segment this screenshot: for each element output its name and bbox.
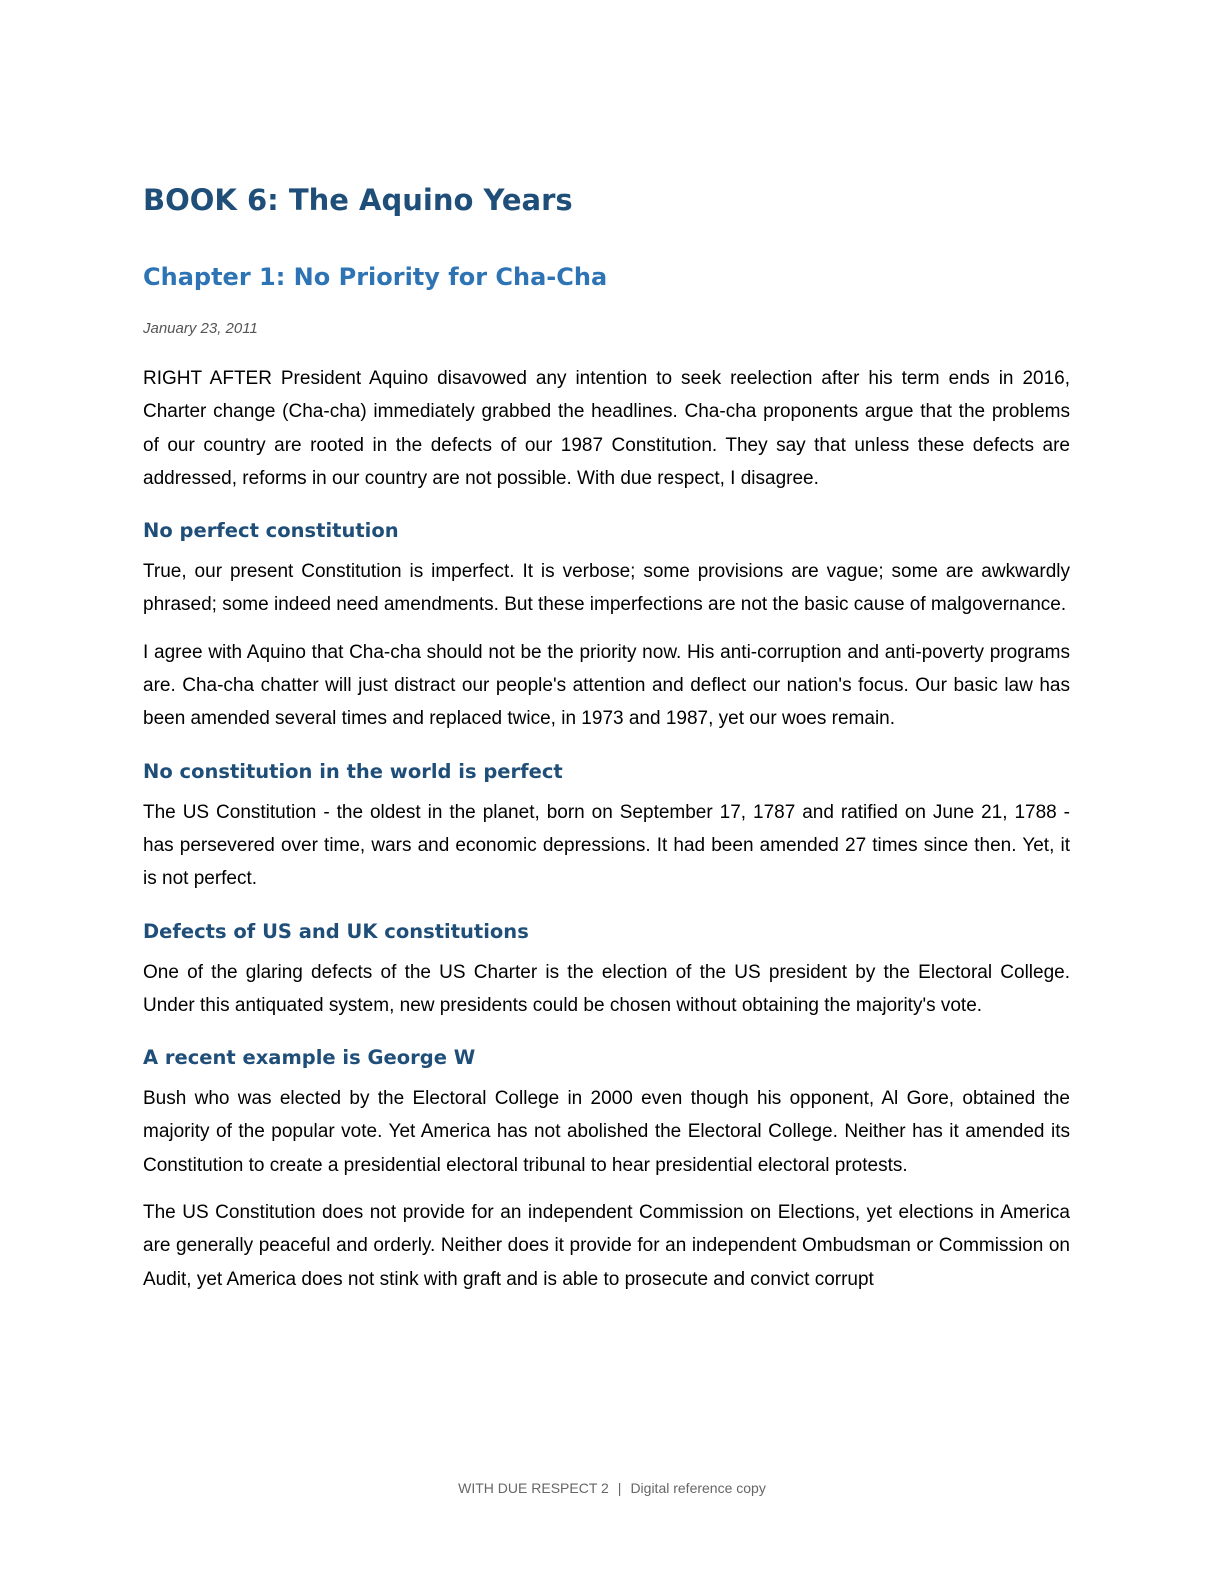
- section-heading-no-perfect-constitution: No perfect constitution: [143, 519, 399, 543]
- body-paragraph: One of the glaring defects of the US Charter is the election of the US president by the Electoral College. Under this antiquated system, new presidents could be chosen without obtaining the majority's vote.: [143, 961, 1070, 1016]
- footer-copy-note: Digital reference copy: [630, 1480, 766, 1496]
- body-paragraph: I agree with Aquino that Cha-cha should not be the priority now. His anti-corruption and anti-poverty programs are. Cha-cha chatter will just distract our people's attention and deflect our nation's focus. Our basic law has been amended several times and replaced twice, in 1973 and 1987, yet our woes remain.: [143, 641, 1070, 730]
- page-footer: [0, 1478, 1224, 1498]
- body-paragraph: The US Constitution does not provide for an independent Commission on Elections, yet elections in America are generally peaceful and orderly. Neither does it provide for an independent Ombudsman or Commission on Audit, yet America does not stink with graft and is able to prosecute and convict corrupt: [143, 1202, 1070, 1290]
- body-paragraph: Bush who was elected by the Electoral College in 2000 even though his opponent, Al Gore, obtained the majority of the popular vote. Yet America has not abolished the Electoral College. Neither has it amended its Constitution to create a presidential electoral tribunal to hear presidential electoral protests.: [143, 1088, 1070, 1176]
- chapter-title: Chapter 1: No Priority for Cha-Cha: [143, 263, 608, 291]
- section-heading-no-constitution-perfect: No constitution in the world is perfect: [143, 759, 563, 783]
- footer-book-title: WITH DUE RESPECT 2: [458, 1480, 609, 1496]
- book-title: BOOK 6: The Aquino Years: [143, 183, 573, 217]
- section-heading-recent-example: A recent example is George W: [143, 1046, 476, 1070]
- intro-paragraph: RIGHT AFTER President Aquino disavowed any intention to seek reelection after his term ends in 2016, Charter change (Cha-cha) immediately grabbed the headlines. Cha-cha proponents argue that the problems of our country are rooted in the defects of our 1987 Constitution. They say that unless these defects are addressed, reforms in our country are not possible. With due respect, I disagree.: [143, 368, 1070, 489]
- body-paragraph: True, our present Constitution is imperfect. It is verbose; some provisions are vague; some are awkwardly phrased; some indeed need amendments. But these imperfections are not the basic cause of malgovernance.: [143, 561, 1070, 616]
- body-paragraph: The US Constitution - the oldest in the planet, born on September 17, 1787 and ratified on June 21, 1788 - has persevered over time, wars and economic depressions. It had been amended 27 times since then. Yet, it is not perfect.: [143, 801, 1070, 890]
- footer-separator: |: [617, 1480, 622, 1496]
- page-content: [143, 180, 1070, 1296]
- article-date: January 23, 2011: [143, 320, 258, 337]
- section-heading-defects-us-uk: Defects of US and UK constitutions: [143, 919, 529, 943]
